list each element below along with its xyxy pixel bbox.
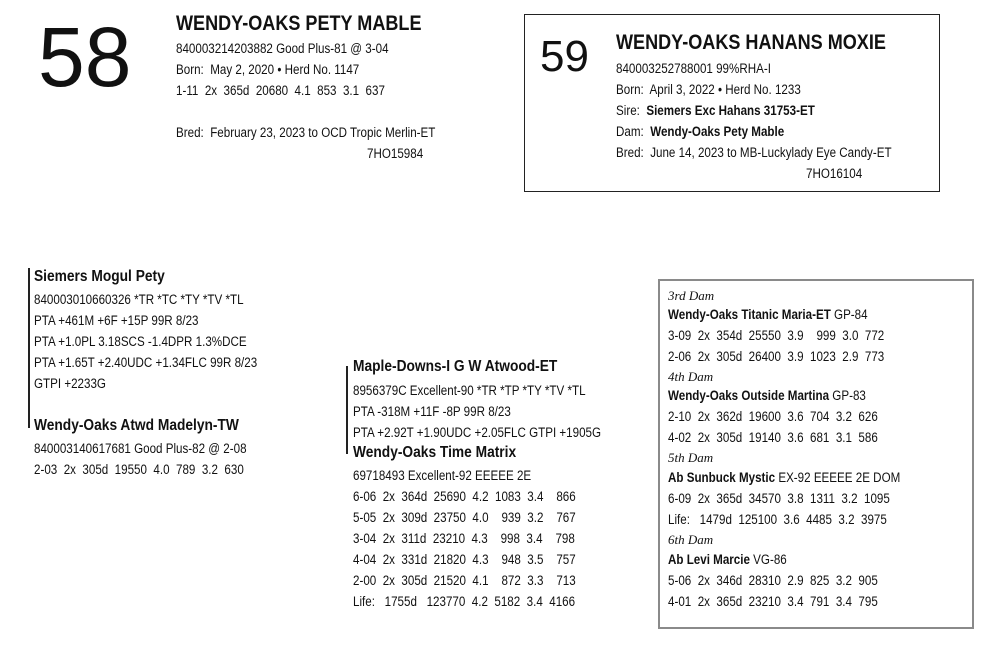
dam5-score: EX-92 EEEEE 2E DOM xyxy=(775,470,901,485)
lot59-born-line: Born: April 3, 2022 • Herd No. 1233 xyxy=(616,82,801,97)
lot59-dam-name: Wendy-Oaks Pety Mable xyxy=(650,124,785,139)
lot59-bred-code: 7HO16104 xyxy=(806,166,863,181)
dam-entry-name xyxy=(668,385,866,406)
dam6-record: 4-01 2x 365d 23210 3.4 791 3.4 795 xyxy=(668,594,878,609)
dam-entry-name xyxy=(668,467,900,488)
lot59-dam-line xyxy=(616,121,784,142)
dam6-score: VG-86 xyxy=(749,552,787,567)
lot59-name: WENDY-OAKS HANANS MOXIE xyxy=(616,31,886,54)
pedigree-bracket-middle xyxy=(346,366,348,454)
lot59-sire-label: Sire: xyxy=(616,103,640,118)
maternal-granddam-record: 5-05 2x 309d 23750 4.0 939 3.2 767 xyxy=(353,510,576,525)
dam-entry-name xyxy=(668,304,868,325)
lot59-sire-line xyxy=(616,100,815,121)
dam6-record: 5-06 2x 346d 28310 2.9 825 3.2 905 xyxy=(668,573,878,588)
maternal-granddam-record: 4-04 2x 331d 21820 4.3 948 3.5 757 xyxy=(353,552,576,567)
lot-number-59: 59 xyxy=(540,32,589,81)
dam-generation-label: 6th Dam xyxy=(668,532,714,547)
sire-line: 840003010660326 *TR *TC *TY *TV *TL xyxy=(34,292,244,307)
dam5-name: Ab Sunbuck Mystic xyxy=(668,470,776,485)
dam-generation-label: 3rd Dam xyxy=(668,288,715,303)
sire-line: PTA +461M +6F +15P 99R 8/23 xyxy=(34,313,199,328)
dam-name: Wendy-Oaks Atwd Madelyn-TW xyxy=(34,417,239,434)
sire-line: PTA +1.65T +2.40UDC +1.34FLC 99R 8/23 xyxy=(34,355,258,370)
dam4-record: 4-02 2x 305d 19140 3.6 681 3.1 586 xyxy=(668,430,878,445)
maternal-granddam-lifetime: Life: 1755d 123770 4.2 5182 3.4 4166 xyxy=(353,594,576,609)
dam-line: 840003140617681 Good Plus-82 @ 2-08 xyxy=(34,441,247,456)
lot58-name: WENDY-OAKS PETY MABLE xyxy=(176,12,422,35)
lot59-bred-line: Bred: June 14, 2023 to MB-Luckylady Eye Candy-ET xyxy=(616,145,892,160)
maternal-granddam-id: 69718493 Excellent-92 EEEEE 2E xyxy=(353,468,532,483)
maternal-granddam-record: 6-06 2x 364d 25690 4.2 1083 3.4 866 xyxy=(353,489,576,504)
lot59-sire-name: Siemers Exc Hahans 31753-ET xyxy=(646,103,815,118)
maternal-grandsire-line: PTA +2.92T +1.90UDC +2.05FLC GTPI +1905G xyxy=(353,425,602,440)
dam-line: 2-03 2x 305d 19550 4.0 789 3.2 630 xyxy=(34,462,244,477)
dam4-record: 2-10 2x 362d 19600 3.6 704 3.2 626 xyxy=(668,409,878,424)
lot58-record: 1-11 2x 365d 20680 4.1 853 3.1 637 xyxy=(176,83,385,98)
dam4-name: Wendy-Oaks Outside Martina xyxy=(668,388,830,403)
dam-entry-name xyxy=(668,549,787,570)
dam3-record: 2-06 2x 305d 26400 3.9 1023 2.9 773 xyxy=(668,349,885,364)
dam-generation-label: 5th Dam xyxy=(668,450,714,465)
lot58-bred-code: 7HO15984 xyxy=(367,146,424,161)
sire-line: GTPI +2233G xyxy=(34,376,106,391)
sire-name: Siemers Mogul Pety xyxy=(34,268,165,285)
lot59-id-line: 840003252788001 99%RHA-I xyxy=(616,61,771,76)
dam3-name: Wendy-Oaks Titanic Maria-ET xyxy=(668,307,831,322)
maternal-grandsire-name: Maple-Downs-I G W Atwood-ET xyxy=(353,358,558,375)
dam-generation-label: 4th Dam xyxy=(668,369,714,384)
lot58-bred-line: Bred: February 23, 2023 to OCD Tropic Merlin-ET xyxy=(176,125,436,140)
dam6-name: Ab Levi Marcie xyxy=(668,552,750,567)
lot-number-58: 58 xyxy=(38,10,132,104)
dam3-record: 3-09 2x 354d 25550 3.9 999 3.0 772 xyxy=(668,328,885,343)
maternal-granddam-name: Wendy-Oaks Time Matrix xyxy=(353,444,517,461)
dam5-record: 6-09 2x 365d 34570 3.8 1311 3.2 1095 xyxy=(668,491,890,506)
dam3-score: GP-84 xyxy=(830,307,868,322)
lot59-dam-label: Dam: xyxy=(616,124,644,139)
lot58-born-line: Born: May 2, 2020 • Herd No. 1147 xyxy=(176,62,360,77)
lot58-id-line: 840003214203882 Good Plus-81 @ 3-04 xyxy=(176,41,389,56)
sire-line: PTA +1.0PL 3.18SCS -1.4DPR 1.3%DCE xyxy=(34,334,247,349)
dam5-lifetime: Life: 1479d 125100 3.6 4485 3.2 3975 xyxy=(668,512,887,527)
maternal-granddam-record: 2-00 2x 305d 21520 4.1 872 3.3 713 xyxy=(353,573,576,588)
maternal-grandsire-line: 8956379C Excellent-90 *TR *TP *TY *TV *TL xyxy=(353,383,586,398)
dam4-score: GP-83 xyxy=(829,388,866,403)
maternal-grandsire-line: PTA -318M +11F -8P 99R 8/23 xyxy=(353,404,511,419)
pedigree-bracket-left xyxy=(28,268,30,428)
maternal-granddam-record: 3-04 2x 311d 23210 4.3 998 3.4 798 xyxy=(353,531,575,546)
